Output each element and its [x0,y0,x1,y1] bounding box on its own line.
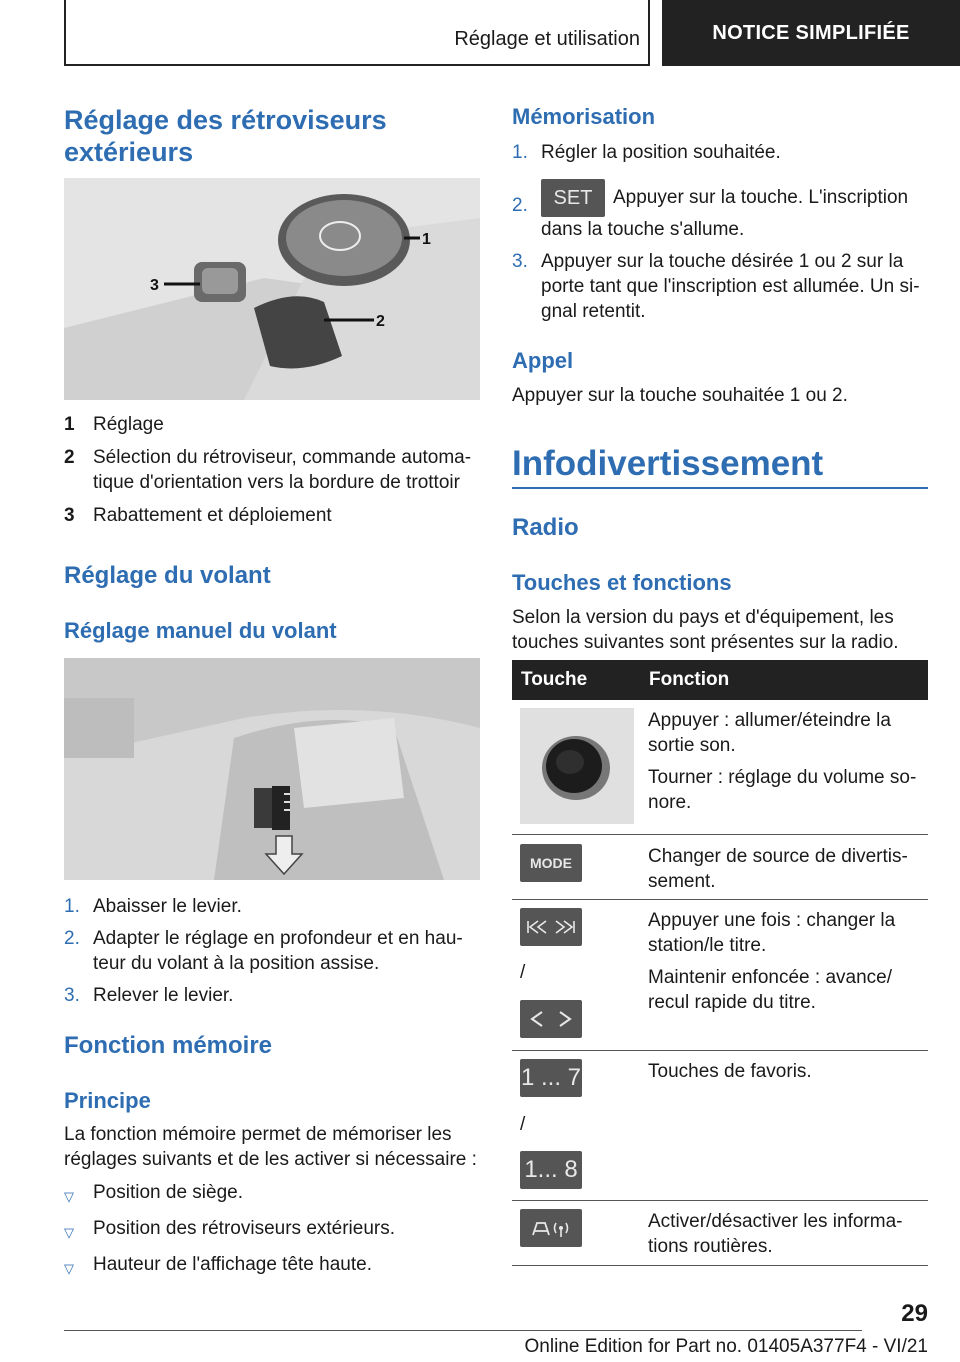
legend-text: Réglage [93,414,164,435]
legend-num: 3 [64,505,75,526]
header-badge: NOTICE SIMPLIFIÉE [662,0,960,66]
row-separator [512,834,928,835]
function-text: Appuyer une fois : changer la station/le titre. [648,910,896,956]
step-num: 3. [64,985,80,1006]
step-text: Régler la position souhaitée. [541,142,781,163]
principle-list [64,1180,480,1281]
seek-arrows-icon [526,1009,576,1029]
legend-item [64,503,480,528]
step-text: Appuyer sur la touche. L'inscription dans la touche s'allume. [541,187,909,240]
list-item [64,1180,480,1209]
mirror-controls-illustration [64,178,480,400]
footer-rule [64,1330,862,1331]
step-text: Adapter le réglage en profondeur et en hauteur du volant à la position assise. [93,928,463,974]
edition-text: Online Edition for Part no. 01405A377F4 - VI/21 [524,1336,928,1357]
step-body [541,179,928,242]
table-header [512,660,928,700]
step-num: 2. [64,928,80,949]
callout-1: 1 [422,231,431,248]
header-rule-right [648,0,650,66]
callout-2: 2 [376,313,385,330]
list-item [64,926,480,976]
steering-lever-illustration [64,658,480,880]
mode-key-icon: MODE [520,844,582,882]
callout-3: 3 [150,277,159,294]
favorites-key-icon: 1 ... 7 [520,1059,582,1097]
traffic-info-key-icon [520,1209,582,1247]
function-text: Changer de source de divertissement. [648,846,908,892]
table-row-volume-function [648,708,920,815]
memory-section-title: Fonction mémoire [64,1032,273,1059]
skip-track-key-icon [520,908,582,946]
bullet-triangle-icon: ▽ [64,1225,74,1240]
recall-title: Appel [512,348,574,373]
function-text: Appuyer : allumer/éteindre la sortie son. [648,710,891,756]
mirror-legend [64,412,480,528]
row-separator [512,1050,928,1051]
item-text: Position des rétroviseurs extérieurs. [93,1218,396,1239]
steering-section-title: Réglage du volant [64,562,271,589]
step-text: Appuyer sur la touche désirée 1 ou 2 sur la porte tant que l'inscription est allumée. Un signal retentit. [541,251,920,322]
principle-text: La fonction mémoire permet de mémoriser les réglages suivants et de les activer si nécessaire : [64,1124,477,1170]
recall-text: Appuyer sur la touche souhaitée 1 ou 2. [512,385,848,406]
bullet-triangle-icon: ▽ [64,1189,74,1204]
info-section-title: Infodivertissement [512,444,824,483]
legend-item [64,445,480,495]
list-item [64,983,480,1008]
header-rule-bottom [64,64,650,66]
traffic-antenna-icon [529,1217,573,1239]
skip-arrows-icon [526,919,576,935]
legend-num: 2 [64,447,75,468]
table-row-skip-function [648,908,920,1015]
list-item [512,179,928,242]
legend-item [64,412,480,437]
legend-text: Rabattement et déploiement [93,505,332,526]
radio-title: Radio [512,514,579,541]
row-separator [512,1265,928,1266]
list-item [64,1216,480,1245]
step-text: Abaisser le levier. [93,896,242,917]
list-item [64,894,480,919]
step-num: 2. [512,195,528,216]
function-text: Activer/désactiver les informations routières. [648,1211,903,1257]
list-item [64,1252,480,1281]
list-item [512,140,928,165]
key-separator: / [520,1114,526,1135]
seek-key-icon [520,1000,582,1038]
step-num: 1. [512,142,528,163]
set-key-icon: SET [541,179,605,217]
keys-title: Touches et fonctions [512,570,732,595]
steering-steps [64,894,480,1008]
item-text: Position de siège. [93,1182,243,1203]
item-text: Hauteur de l'affichage tête haute. [93,1254,372,1275]
legend-num: 1 [64,414,75,435]
header-rule-left [64,0,66,66]
list-item [512,249,928,324]
function-text: Tourner : réglage du volume sonore. [648,767,917,813]
bullet-triangle-icon: ▽ [64,1261,74,1276]
steering-lever-image [64,658,480,880]
legend-text: Sélection du rétroviseur, commande automatique d'orientation vers la bordure de trottoir [93,447,472,493]
row-separator [512,899,928,900]
function-text: Touches de favoris. [648,1061,812,1082]
keys-intro: Selon la version du pays et d'équipement, les touches suivantes sont présentes sur la radio. [512,607,899,653]
memo-title: Mémorisation [512,104,656,129]
row-separator [512,1200,928,1201]
mirror-controls-image [64,178,480,400]
volume-knob-image [520,708,634,824]
favorites-key-icon: 1... 8 [520,1151,582,1189]
col-header-key: Touche [521,669,588,690]
mirror-section-title: Réglage des rétroviseurs extérieurs [64,105,387,167]
volume-knob-illustration [520,708,634,824]
step-num: 3. [512,251,528,272]
memo-steps [512,140,928,324]
principle-title: Principe [64,1088,151,1113]
function-text: Maintenir enfoncée : avance/ recul rapide du titre. [648,967,892,1013]
page-number: 29 [901,1300,928,1327]
info-title-rule [512,487,928,489]
step-num: 1. [64,896,80,917]
steering-subtitle: Réglage manuel du volant [64,618,337,643]
col-header-function: Fonction [649,669,730,690]
key-separator: / [520,962,526,983]
header-section-title: Réglage et utilisation [454,28,640,50]
step-text: Relever le levier. [93,985,234,1006]
